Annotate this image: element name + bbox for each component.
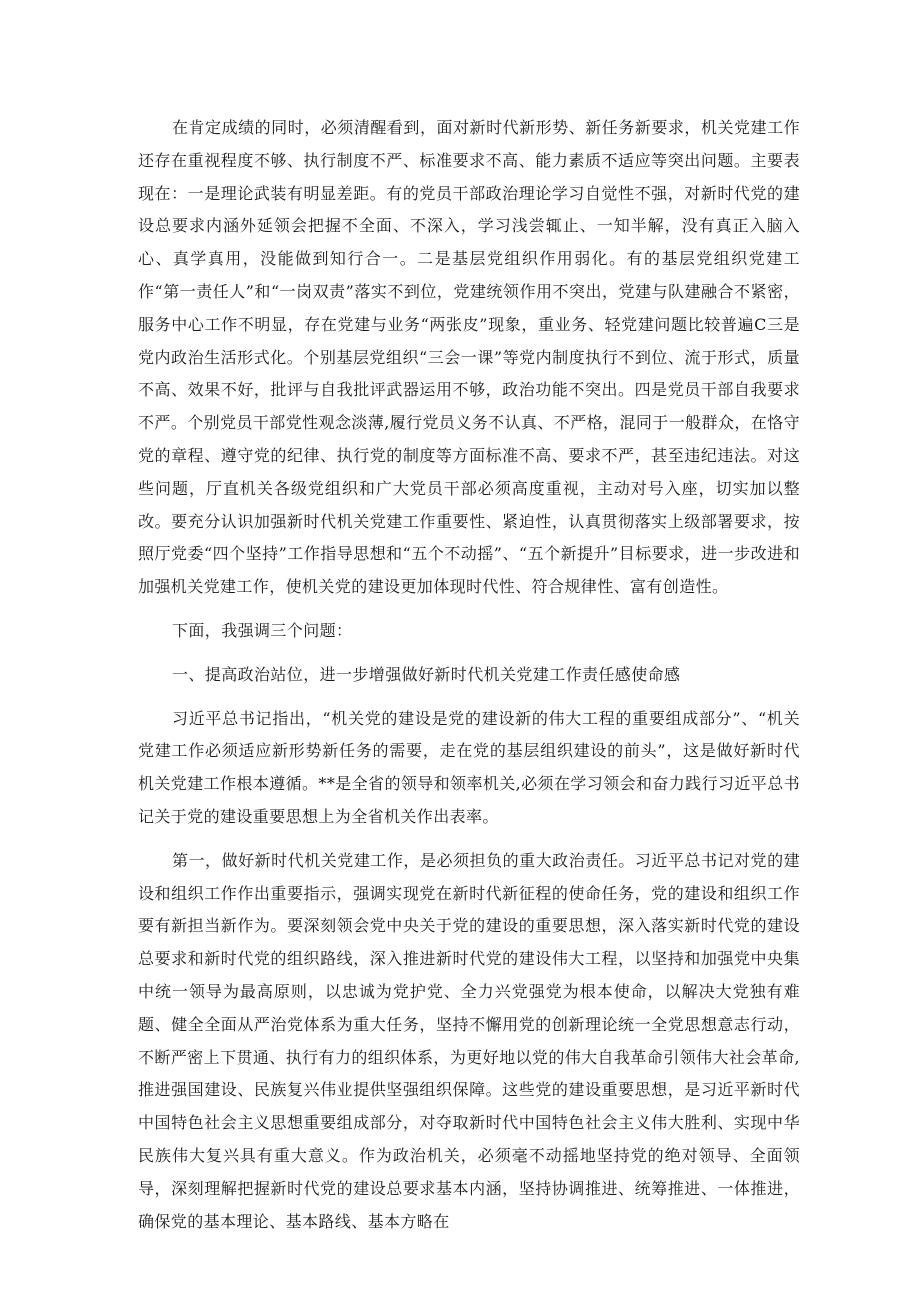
paragraph-quote: 习近平总书记指出，“机关党的建设是党的建设新的伟大工程的重要组成部分”、“机关党建工作必须适应新形势新任务的需要，走在党的基层组织建设的前头”，这是做好新时代机关党建工作根本遵循。**是全省的领导和领率机关,必须在学习领会和奋力践行习近平总书记关于党的建设重要思想上为全省机关作出表率。 bbox=[138, 708, 800, 826]
document-page bbox=[138, 112, 800, 1238]
paragraph-intro: 下面，我强调三个问题： bbox=[172, 620, 353, 640]
paragraph-first-point: 第一，做好新时代机关党建工作，是必须担负的重大政治责任。习近平总书记对党的建设和组织工作作出重要指示，强调实现党在新时代新征程的使命任务，党的建设和组织工作要有新担当新作为。要深刻领会党中央关于党的建设的重要思想，深入落实新时代党的建设总要求和新时代党的组织路线，深入推进新时代党的建设伟大工程，以坚持和加强党中央集中统一领导为最高原则，以忠诚为党护党、全力兴党强党为根本使命，以解决大党独有难题、健全全面从严治党体系为重大任务，坚持不懈用党的创新理论统一全党思想意志行动，不断严密上下贯通、执行有力的组织体系，为更好地以党的伟大自我革命引领伟大社会革命,推进强国建设、民族复兴伟业提供坚强组织保障。这些党的建设重要思想，是习近平新时代中国特色社会主义思想重要组成部分，对夺取新时代中国特色社会主义伟大胜利、实现中华民族伟大复兴具有重大意义。作为政治机关，必须毫不动摇地坚持党的绝对领导、全面领导，深刻理解把握新时代党的建设总要求基本内涵，坚持协调推进、统筹推进、一体推进，确保党的基本理论、基本路线、基本方略在 bbox=[138, 850, 800, 1231]
section-heading: 一、提高政治站位，进一步增强做好新时代机关党建工作责任感使命感 bbox=[172, 664, 681, 684]
paragraph-problems: 在肯定成绩的同时，必须清醒看到，面对新时代新形势、新任务新要求，机关党建工作还存在重视程度不够、执行制度不严、标准要求不高、能力素质不适应等突出问题。主要表现在：一是理论武装有明显差距。有的党员干部政治理论学习自觉性不强，对新时代党的建设总要求内涵外延领会把握不全面、不深入，学习浅尝辄止、一知半解，没有真正入脑入心、真学真用，没能做到知行合一。二是基层党组织作用弱化。有的基层党组织党建工作“第一责任人”和“一岗双责”落实不到位，党建统领作用不突出，党建与队建融合不紧密，服务中心工作不明显，存在党建与业务“两张皮”现象，重业务、轻党建问题比较普遍C三是党内政治生活形式化。个别基层党组织“三会一课”等党内制度执行不到位、流于形式，质量不高、效果不好，批评与自我批评武器运用不够，政治功能不突出。四是党员干部自我要求不严。个别党员干部党性观念淡薄,履行党员义务不认真、不严格，混同于一般群众，在恪守党的章程、遵守党的纪律、执行党的制度等方面标准不高、要求不严，甚至违纪违法。对这些问题，厅直机关各级党组织和广大党员干部必须高度重视，主动对号入座，切实加以整改。要充分认识加强新时代机关党建工作重要性、紧迫性，认真贯彻落实上级部署要求，按照厅党委“四个坚持”工作指导思想和“五个不动摇”、“五个新提升”目标要求，进一步改进和加强机关党建工作，使机关党的建设更加体现时代性、符合规律性、富有创造性。 bbox=[138, 118, 800, 597]
